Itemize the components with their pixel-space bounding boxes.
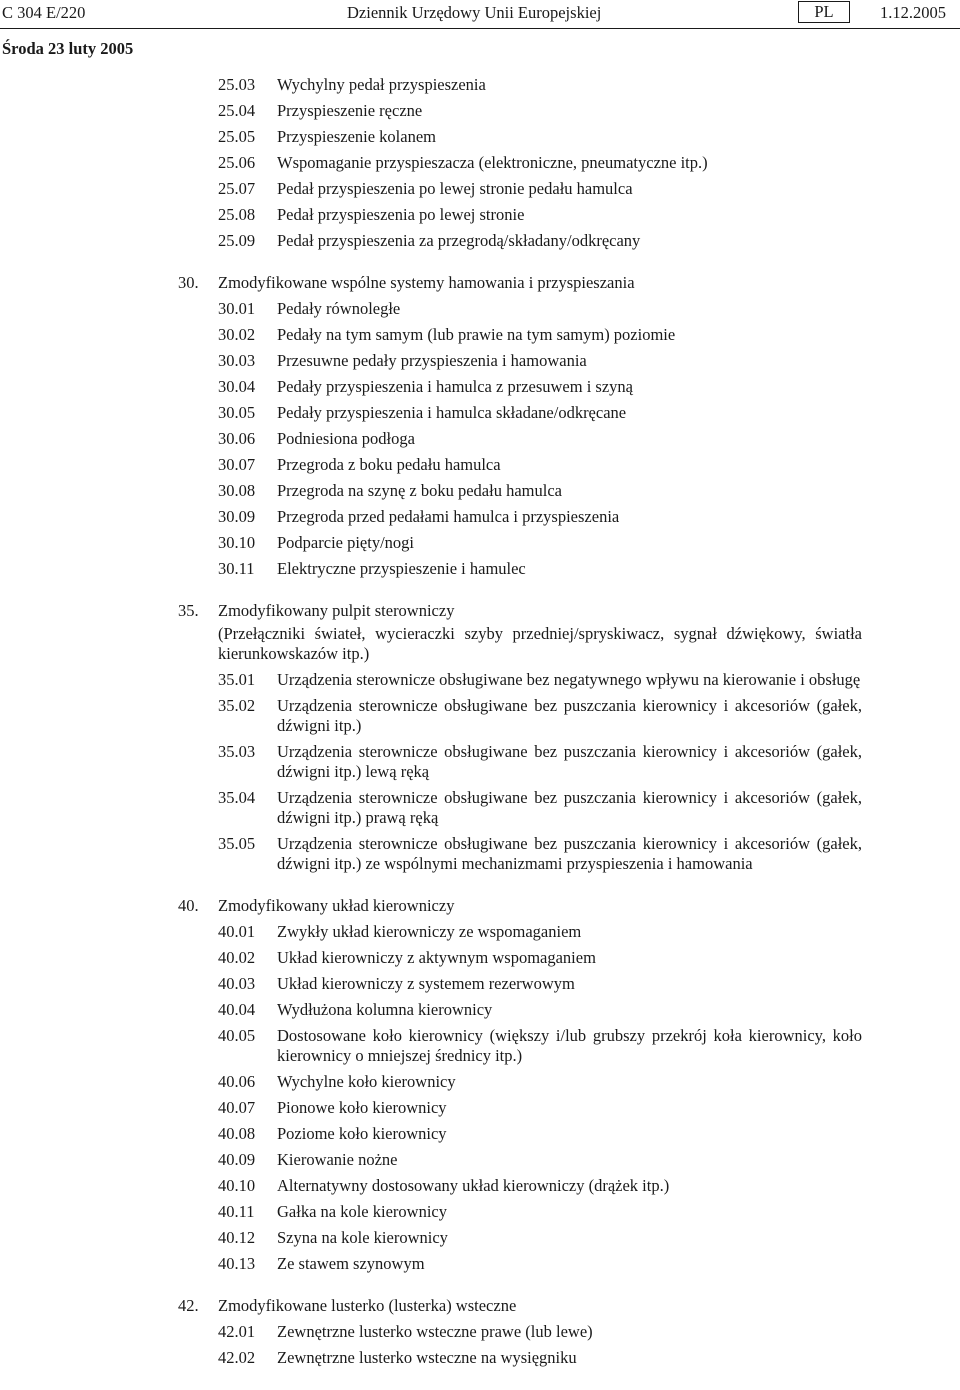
section-heading [0,893,960,919]
list-item [0,1023,960,1069]
item-number: 25.09 [218,231,256,250]
item-text: Elektryczne przyspieszenie i hamulec [277,559,526,578]
list-item [0,1095,960,1121]
page-header [0,0,960,28]
item-number: 35.04 [218,788,256,807]
item-number: 42.01 [218,1322,256,1341]
item-number: 30.11 [218,559,255,578]
item-text: Podniesiona podłoga [277,429,415,448]
item-number: 40.10 [218,1176,256,1195]
list-item [0,739,960,785]
section-spacer [0,1277,960,1293]
item-text: Pedały równoległe [277,299,401,318]
list-item [0,971,960,997]
item-number: 25.06 [218,153,256,172]
item-number: 25.08 [218,205,256,224]
item-text: Zwykły układ kierowniczy ze wspomaganiem [277,922,582,941]
item-text: Pedał przyspieszenia za przegrodą/składany/odkręcany [277,231,641,250]
item-number: 35.03 [218,742,256,761]
section-heading [0,270,960,296]
item-text: Pionowe koło kierownicy [277,1098,447,1117]
item-text: Urządzenia sterownicze obsługiwane bez puszczania kierownicy i akcesoriów (gałek, dźwigni itp.) [277,696,862,735]
item-text: Wspomaganie przyspieszacza (elektroniczne, pneumatyczne itp.) [277,153,708,172]
item-text: Przegroda przed pedałami hamulca i przyspieszenia [277,507,620,526]
list-item [0,202,960,228]
item-number: 25.07 [218,179,256,198]
list-item [0,1225,960,1251]
item-number: 40.04 [218,1000,256,1019]
item-number: 40.12 [218,1228,256,1247]
item-text: Pedały przyspieszenia i hamulca składane/odkręcane [277,403,627,422]
item-text: Przesuwne pedały przyspieszenia i hamowania [277,351,587,370]
item-number: 40.02 [218,948,256,967]
item-text: Wychylny pedał przyspieszenia [277,75,486,94]
item-number: 30.04 [218,377,256,396]
list-item [0,1121,960,1147]
section-heading [0,598,960,624]
list-item [0,667,960,693]
item-text: Przegroda na szynę z boku pedału hamulca [277,481,562,500]
section [0,254,960,582]
list-item [0,785,960,831]
item-list [0,1319,960,1371]
journal-series: C 304 E/220 [2,3,86,22]
list-item [0,504,960,530]
item-list [0,72,960,254]
issue-date: Środa 23 luty 2005 [2,39,134,58]
item-number: 40.05 [218,1026,256,1045]
list-item [0,919,960,945]
item-text: Ze stawem szynowym [277,1254,425,1273]
item-number: 40.13 [218,1254,256,1273]
section [0,72,960,254]
list-item [0,556,960,582]
list-item [0,124,960,150]
item-text: Zewnętrzne lusterko wsteczne prawe (lub lewe) [277,1322,593,1341]
list-item [0,452,960,478]
section-spacer [0,877,960,893]
item-text: Podparcie pięty/nogi [277,533,415,552]
item-list [0,296,960,582]
item-number: 30.03 [218,351,256,370]
section-title: Zmodyfikowane wspólne systemy hamowania i przyspieszania [218,273,635,292]
item-text: Gałka na kole kierownicy [277,1202,447,1221]
list-item [0,98,960,124]
list-item [0,478,960,504]
list-item [0,72,960,98]
item-number: 25.03 [218,75,256,94]
item-text: Pedał przyspieszenia po lewej stronie [277,205,525,224]
section-spacer [0,582,960,598]
item-number: 40.11 [218,1202,255,1221]
item-text: Alternatywny dostosowany układ kierowniczy (drążek itp.) [277,1176,670,1195]
item-text: Pedały przyspieszenia i hamulca z przesuwem i szyną [277,377,633,396]
item-list [0,919,960,1277]
list-item [0,1147,960,1173]
item-number: 30.06 [218,429,256,448]
list-item [0,176,960,202]
list-item [0,945,960,971]
item-text: Przegroda z boku pedału hamulca [277,455,501,474]
list-item [0,150,960,176]
list-item [0,1069,960,1095]
list-item [0,1345,960,1371]
item-number: 30.10 [218,533,256,552]
section-heading [0,1293,960,1319]
item-text: Pedały na tym samym (lub prawie na tym samym) poziomie [277,325,676,344]
item-text: Dostosowane koło kierownicy (większy i/lub grubszy przekrój koła kierownicy, koło kierownicy o mniejszej średnicy itp.) [277,1026,862,1065]
list-item [0,1251,960,1277]
item-number: 42.02 [218,1348,256,1367]
language-badge: PL [798,1,850,23]
item-text: Szyna na kole kierownicy [277,1228,448,1247]
section-title: Zmodyfikowany pulpit sterowniczy [218,601,455,620]
item-text: Pedał przyspieszenia po lewej stronie pedału hamulca [277,179,633,198]
item-number: 35.05 [218,834,256,853]
journal-title: Dziennik Urzędowy Unii Europejskiej [347,3,602,22]
list-item [0,296,960,322]
item-number: 30.02 [218,325,256,344]
item-number: 30.07 [218,455,256,474]
list-item [0,426,960,452]
section-title: Zmodyfikowany układ kierowniczy [218,896,455,915]
section [0,877,960,1277]
item-number: 40.09 [218,1150,256,1169]
item-number: 35.02 [218,696,256,715]
item-number: 40.01 [218,922,256,941]
section-number: 30. [178,273,199,292]
item-text: Wychylne koło kierownicy [277,1072,456,1091]
item-text: Kierowanie nożne [277,1150,398,1169]
section [0,1277,960,1371]
list-item [0,374,960,400]
list-item [0,228,960,254]
item-number: 40.06 [218,1072,256,1091]
item-text: Układ kierowniczy z aktywnym wspomaganiem [277,948,596,967]
item-text: Przyspieszenie kolanem [277,127,436,146]
item-text: Przyspieszenie ręczne [277,101,423,120]
section-note: (Przełączniki świateł, wycieraczki szyby przedniej/spryskiwacz, sygnał dźwiękowy, światła kierunkowskazów itp.) [218,624,862,663]
list-item [0,1173,960,1199]
item-number: 25.05 [218,127,256,146]
section-spacer [0,254,960,270]
list-item [0,400,960,426]
section-number: 42. [178,1296,199,1315]
item-number: 35.01 [218,670,256,689]
item-text: Urządzenia sterownicze obsługiwane bez negatywnego wpływu na kierowanie i obsługę [277,670,861,689]
list-item [0,530,960,556]
document-body [0,72,960,1371]
item-number: 40.03 [218,974,256,993]
item-text: Wydłużona kolumna kierownicy [277,1000,493,1019]
header-divider [0,28,960,29]
item-number: 40.07 [218,1098,256,1117]
item-text: Urządzenia sterownicze obsługiwane bez puszczania kierownicy i akcesoriów (gałek, dźwigni itp.) prawą ręką [277,788,862,827]
item-text: Poziome koło kierownicy [277,1124,447,1143]
list-item [0,1319,960,1345]
section [0,582,960,877]
publication-date: 1.12.2005 [880,3,946,22]
section-title: Zmodyfikowane lusterko (lusterka) wsteczne [218,1296,517,1315]
item-text: Układ kierowniczy z systemem rezerwowym [277,974,575,993]
item-number: 30.09 [218,507,256,526]
list-item [0,831,960,877]
item-text: Urządzenia sterownicze obsługiwane bez puszczania kierownicy i akcesoriów (gałek, dźwigni itp.) lewą ręką [277,742,862,781]
list-item [0,322,960,348]
item-number: 30.05 [218,403,256,422]
list-item [0,693,960,739]
item-text: Urządzenia sterownicze obsługiwane bez puszczania kierownicy i akcesoriów (gałek, dźwigni itp.) ze wspólnymi mechanizmami przyspieszenia i hamowania [277,834,862,873]
list-item [0,348,960,374]
section-number: 35. [178,601,199,620]
section-number: 40. [178,896,199,915]
list-item [0,1199,960,1225]
item-number: 30.08 [218,481,256,500]
list-item [0,997,960,1023]
item-number: 25.04 [218,101,256,120]
item-text: Zewnętrzne lusterko wsteczne na wysięgniku [277,1348,577,1367]
item-list [0,667,960,877]
item-number: 30.01 [218,299,256,318]
item-number: 40.08 [218,1124,256,1143]
